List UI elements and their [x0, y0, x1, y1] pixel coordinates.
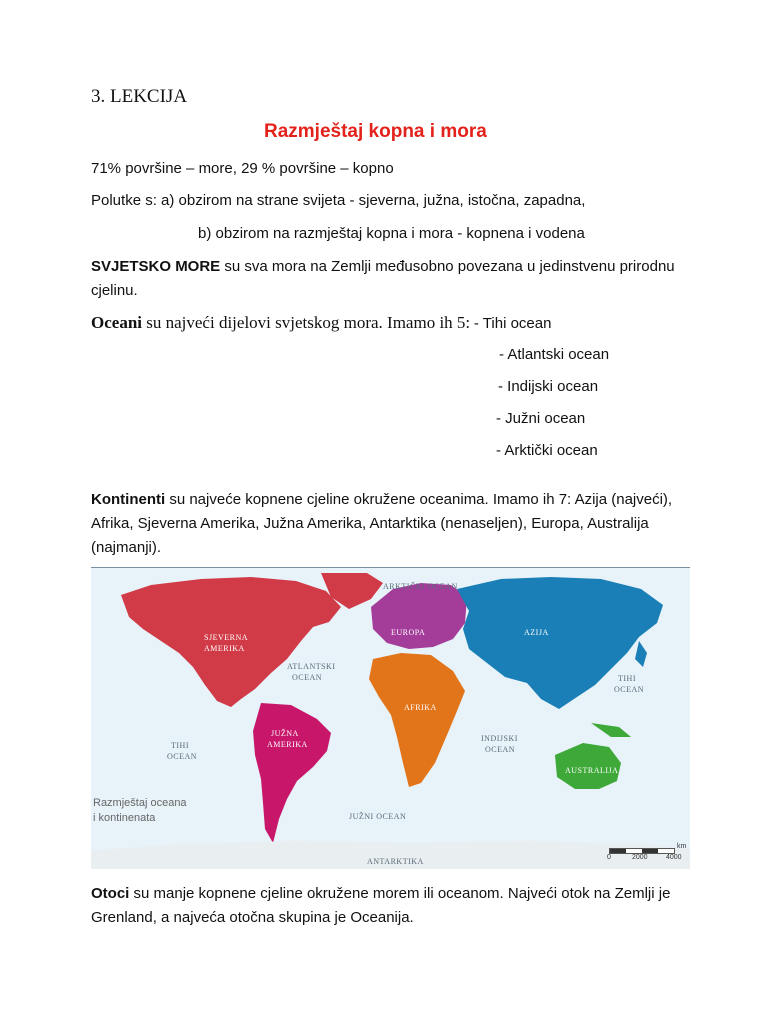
islands-term: Otoci: [91, 885, 130, 902]
ocean-item: - Južni ocean: [496, 410, 586, 427]
land-sea-ratio: 71% površine – more, 29 % površine – kopno: [91, 160, 394, 177]
scale-label-2000: 2000: [632, 854, 648, 861]
scale-label-4000: 4000: [666, 854, 682, 861]
label-arctic-ocean: ARKTIČKI OCEAN: [383, 582, 458, 591]
page-title: Razmještaj kopna i mora: [264, 121, 487, 142]
islands-paragraph: [91, 882, 691, 930]
label-pacific-ocean-east-2: OCEAN: [614, 685, 645, 694]
label-europe: EUROPA: [391, 628, 426, 637]
world-sea-paragraph: [91, 255, 691, 303]
label-antarctica: ANTARKTIKA: [367, 857, 424, 866]
label-pacific-ocean-west-1: TIHI: [171, 741, 189, 750]
ocean-item: - Arktički ocean: [496, 442, 598, 459]
hemispheres-a: Polutke s: a) obzirom na strane svijeta - sjeverna, južna, istočna, zapadna,: [91, 192, 586, 209]
label-south-america-2: AMERIKA: [267, 740, 308, 749]
islands-text: su manje kopnene cjeline okružene morem ili oceanom. Najveći otok na Zemlji je Grenland, a najveća otočna skupina je Oceanija.: [91, 885, 671, 926]
label-pacific-ocean-west-2: OCEAN: [167, 752, 198, 761]
oceans-paragraph: [91, 311, 551, 336]
label-atlantic-ocean-1: ATLANTSKI: [287, 662, 336, 671]
continents-paragraph: [91, 488, 691, 560]
label-pacific-ocean-east-1: TIHI: [618, 674, 636, 683]
lesson-number: 3. LEKCIJA: [91, 86, 188, 107]
oceans-text: su najveći dijelovi svjetskog mora. Imamo ih 5:: [142, 313, 471, 332]
label-north-america-2: AMERIKA: [204, 644, 245, 653]
world-sea-text: su sva mora na Zemlji međusobno povezana u jedinstvenu prirodnu cjelinu.: [91, 258, 675, 299]
scale-label-0: 0: [607, 854, 611, 861]
label-north-america-1: SJEVERNA: [204, 633, 249, 642]
world-map-graphic: [91, 567, 690, 869]
ocean-item: - Atlantski ocean: [499, 346, 610, 363]
continents-text: su najveće kopnene cjeline okružene oceanima. Imamo ih 7: Azija (najveći), Afrika, Sjeverna Amerika, Južna Amerika, Antarktika (nenaseljen), Europa, Australija (najmanji).: [91, 491, 673, 556]
label-indian-ocean-2: OCEAN: [485, 745, 516, 754]
label-atlantic-ocean-2: OCEAN: [292, 673, 323, 682]
ocean-item: - Tihi ocean: [473, 315, 552, 332]
label-southern-ocean: JUŽNI OCEAN: [349, 812, 407, 821]
label-south-america-1: JUŽNA: [271, 729, 299, 738]
continents-term: Kontinenti: [91, 491, 166, 508]
scale-unit: km: [677, 843, 687, 850]
label-indian-ocean-1: INDIJSKI: [481, 734, 518, 743]
ocean-item: - Indijski ocean: [498, 378, 599, 395]
map-caption-2: i kontinenata: [93, 812, 156, 824]
map-caption-1: Razmještaj oceana: [93, 797, 187, 809]
oceans-term: Oceani: [91, 313, 142, 332]
label-asia: AZIJA: [524, 628, 549, 637]
hemispheres-b: b) obzirom na razmještaj kopna i mora - kopnena i vodena: [198, 225, 585, 242]
label-africa: AFRIKA: [404, 703, 437, 712]
label-australia: AUSTRALIJA: [565, 766, 619, 775]
world-map: [91, 567, 690, 869]
world-sea-term: SVJETSKO MORE: [91, 258, 221, 275]
